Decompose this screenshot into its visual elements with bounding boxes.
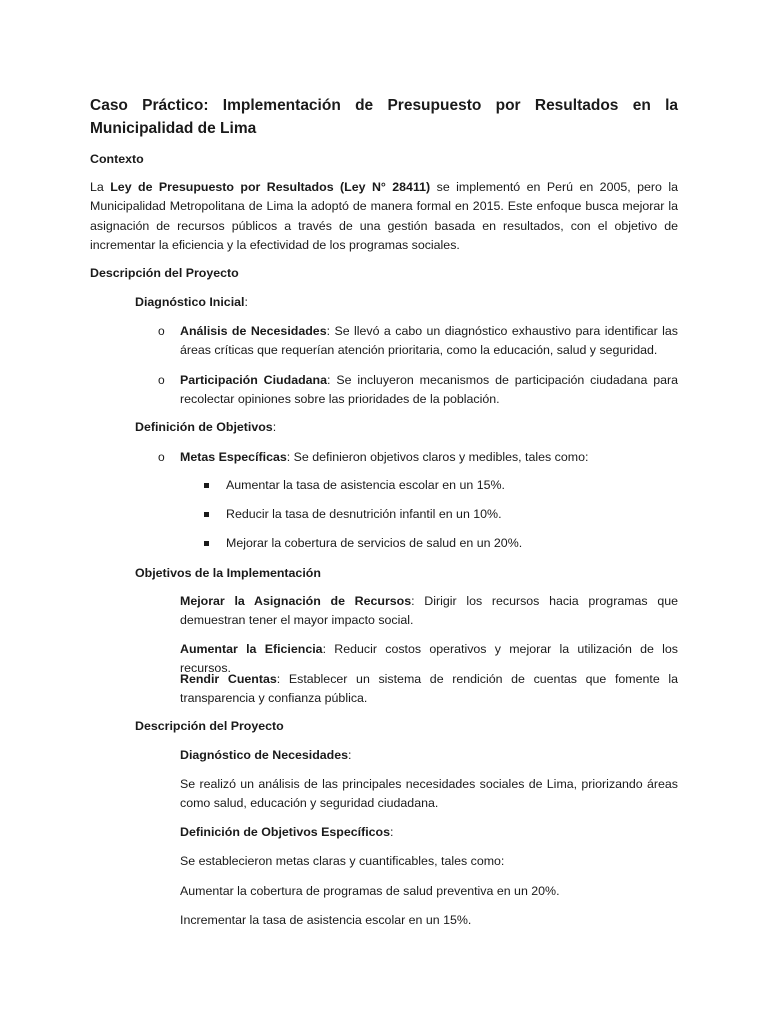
circle-bullet-icon: o (158, 373, 165, 387)
item-label: Análisis de Necesidades (180, 324, 327, 338)
diagnostico-inicial-label: Diagnóstico Inicial (135, 295, 245, 309)
objetivos-intro: Se establecieron metas claras y cuantificables, tales como: (180, 854, 505, 868)
metas-item (180, 448, 678, 467)
document-title: Caso Práctico: Implementación de Presupuesto por Resultados en la Municipalidad de Lima (90, 97, 678, 137)
contexto-heading: Contexto (90, 152, 144, 166)
square-bullet-icon (204, 483, 209, 488)
item-text: : Dirigir los recursos hacia programas que demuestran tener el mayor impacto social. (180, 594, 678, 628)
item-label: Rendir Cuentas (180, 672, 277, 686)
diagnostico-inicial-heading (135, 293, 248, 312)
objetivo-item: Incrementar la tasa de asistencia escolar en un 15%. (180, 913, 472, 927)
implementacion-item (180, 670, 678, 709)
definicion-objetivos-colon: : (272, 420, 277, 434)
sub-list-item: Reducir la tasa de desnutrición infantil en un 10%. (226, 507, 502, 521)
square-bullet-icon (204, 541, 209, 546)
descripcion-heading-1: Descripción del Proyecto (90, 266, 239, 280)
contexto-prefix: La (90, 180, 111, 194)
item-label: Mejorar la Asignación de Recursos (180, 594, 412, 608)
item-label: Participación Ciudadana (180, 373, 328, 387)
sub-list-item: Aumentar la tasa de asistencia escolar en un 15%. (226, 478, 505, 492)
list-item (180, 371, 678, 410)
sub-list-item: Mejorar la cobertura de servicios de salud en un 20%. (226, 536, 523, 550)
metas-label: Metas Específicas (180, 450, 287, 464)
contexto-paragraph (90, 178, 678, 256)
implementacion-item (180, 592, 678, 631)
list-item (180, 322, 678, 361)
ley-reference: Ley de Presupuesto por Resultados (Ley N° 28411) (110, 180, 431, 194)
contexto-text: se implementó en Perú en 2005, pero la Municipalidad Metropolitana de Lima la adoptó de manera formal en 2015. Este enfoque busca mejorar la asignación de recursos públicos a través de una gestión basada en resultados, con el objetivo de incrementar la eficiencia y la efectividad de los programas sociales. (90, 180, 679, 253)
metas-text: : Se definieron objetivos claros y medibles, tales como: (286, 450, 589, 464)
objetivos-especificos-heading (180, 823, 393, 842)
definicion-objetivos-label: Definición de Objetivos (135, 420, 273, 434)
definicion-objetivos-heading (135, 418, 276, 437)
objetivo-item: Aumentar la cobertura de programas de salud preventiva en un 20%. (180, 884, 560, 898)
circle-bullet-icon: o (158, 450, 165, 464)
item-label: Aumentar la Eficiencia (180, 642, 323, 656)
square-bullet-icon (204, 512, 209, 517)
circle-bullet-icon: o (158, 324, 165, 338)
diagnostico-necesidades-label: Diagnóstico de Necesidades (180, 748, 349, 762)
diagnostico-necesidades-text: Se realizó un análisis de las principales necesidades sociales de Lima, priorizando áreas como salud, educación y seguridad ciudadana. (180, 777, 678, 811)
item-text: : Se incluyeron mecanismos de participación ciudadana para recolectar opiniones sobre las prioridades de la población. (180, 373, 678, 407)
diagnostico-inicial-colon: : (244, 295, 248, 309)
diagnostico-necesidades-heading (180, 746, 351, 765)
objetivos-especificos-colon: : (390, 825, 394, 839)
item-text: : Establecer un sistema de rendición de cuentas que fomente la transparencia y confianza pública. (180, 672, 678, 706)
diagnostico-necesidades-colon: : (348, 748, 352, 762)
item-text: : Reducir costos operativos y mejorar la utilización de los recursos. (180, 642, 678, 676)
item-text: : Se llevó a cabo un diagnóstico exhaustivo para identificar las áreas críticas que requerían atención prioritaria, como la educación, salud y seguridad. (180, 324, 678, 358)
descripcion-heading-2: Descripción del Proyecto (135, 719, 284, 733)
objetivos-especificos-label: Definición de Objetivos Específicos (180, 825, 391, 839)
implementacion-heading: Objetivos de la Implementación (135, 566, 321, 580)
